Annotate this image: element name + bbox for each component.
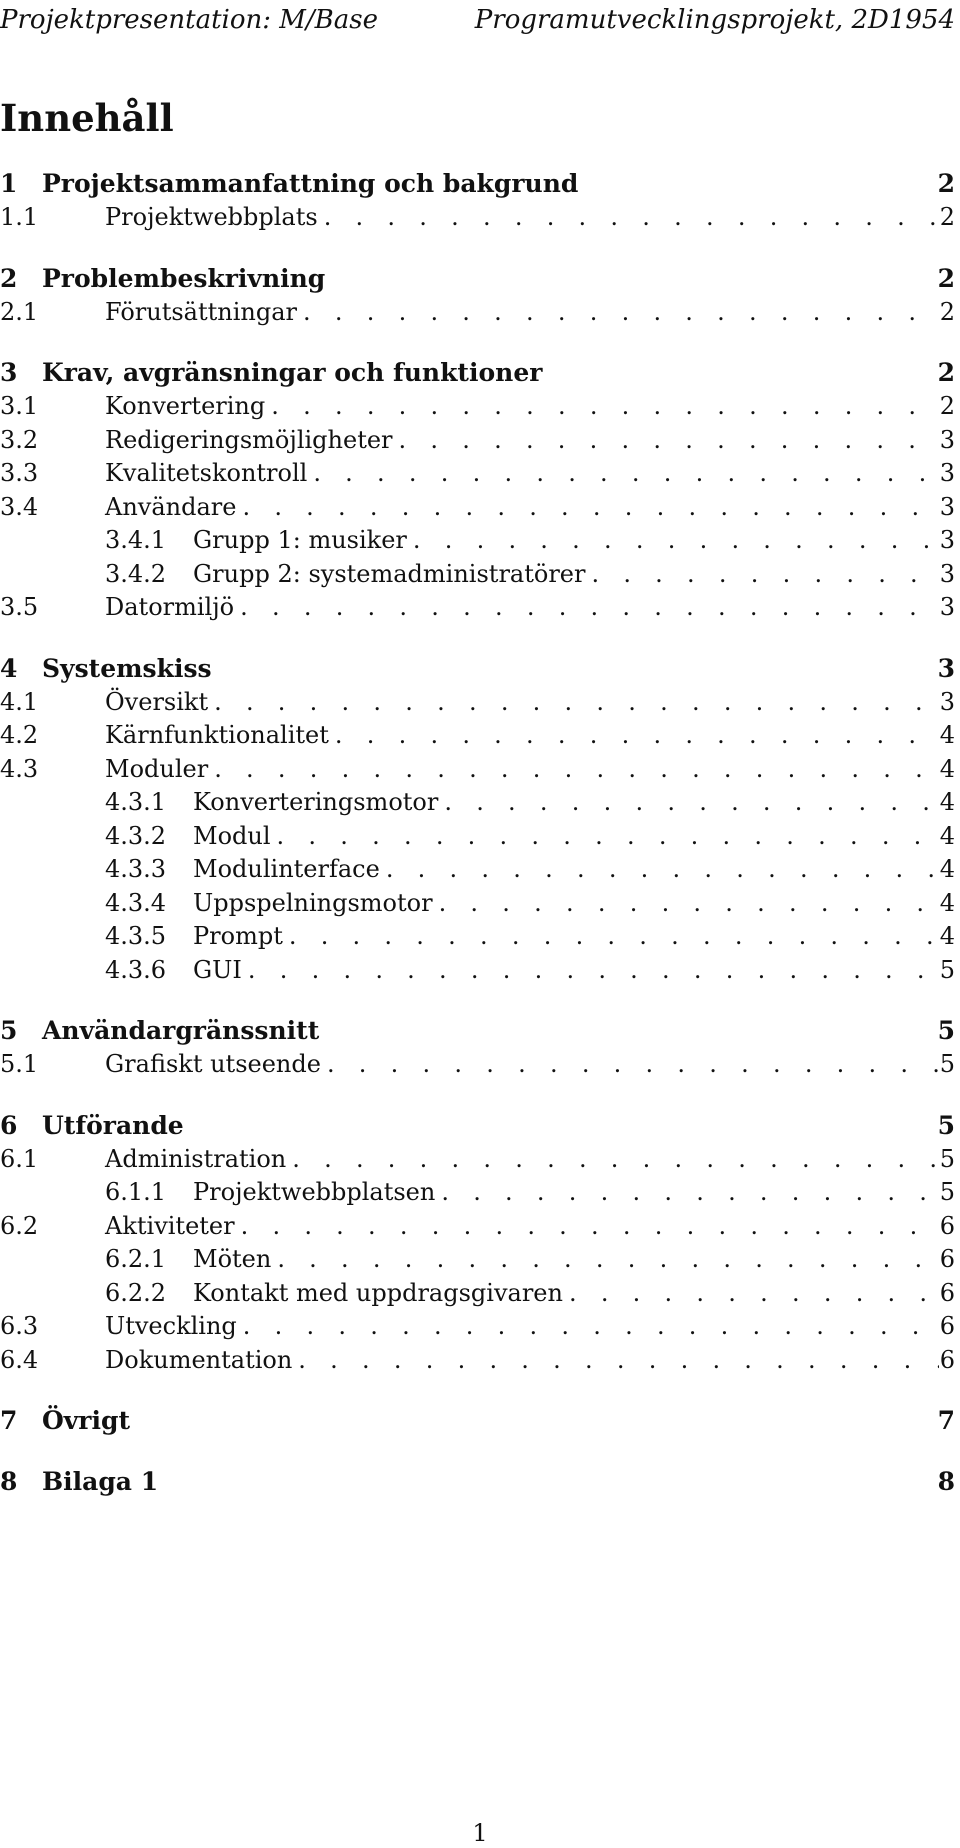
toc-entry-title: Moduler bbox=[105, 754, 209, 783]
dot-leader bbox=[208, 753, 939, 787]
toc-entry-number: 4.1 bbox=[0, 687, 39, 716]
toc-entry-number: 2 bbox=[0, 263, 18, 293]
toc-entry-number: 3.1 bbox=[0, 392, 39, 420]
toc-entry-number: 3.5 bbox=[0, 593, 39, 621]
toc-entry-sub bbox=[0, 591, 955, 625]
toc-entry-title: Kontakt med uppdragsgivaren bbox=[193, 1278, 563, 1307]
toc-entry-section bbox=[0, 356, 955, 390]
toc-entry-number: 4 bbox=[0, 653, 18, 683]
dot-leader bbox=[585, 558, 939, 592]
toc-entry-title: Användargränssnitt bbox=[42, 1016, 320, 1045]
toc-entry-title: Problembeskrivning bbox=[42, 263, 326, 293]
toc-entry-title: Möten bbox=[193, 1245, 272, 1273]
toc-entry-page: 2 bbox=[939, 297, 955, 326]
header-left-text: Projektpresentation: M/Base bbox=[0, 5, 379, 35]
toc-entry-page: 3 bbox=[937, 653, 955, 683]
toc-entry-sub bbox=[0, 1048, 955, 1082]
toc-entry-title: Administration bbox=[105, 1144, 287, 1173]
toc-entry-title: Krav, avgränsningar och funktioner bbox=[42, 358, 543, 387]
toc-entry-page: 3 bbox=[939, 526, 955, 554]
toc-entry-title: Grupp 2: systemadministratörer bbox=[193, 559, 586, 588]
toc-entry-page: 2 bbox=[937, 169, 955, 198]
toc-entry-sub bbox=[0, 753, 955, 787]
toc-entry-subsub bbox=[0, 786, 955, 820]
toc-entry-number: 6.1 bbox=[0, 1144, 39, 1173]
toc-entry-sub bbox=[0, 719, 955, 753]
toc-entry-number: 3.4 bbox=[0, 492, 39, 521]
toc-entry-title: Modulinterface bbox=[193, 855, 380, 883]
toc-entry-title: Grupp 1: musiker bbox=[193, 526, 407, 554]
toc-entry-title: Aktiviteter bbox=[105, 1211, 235, 1240]
toc-entry-title: Övrigt bbox=[42, 1406, 131, 1435]
dot-leader bbox=[297, 296, 939, 330]
dot-leader bbox=[234, 591, 939, 625]
toc-entry-subsub bbox=[0, 887, 955, 921]
dot-leader bbox=[283, 920, 939, 954]
toc-entry-page: 5 bbox=[939, 955, 955, 984]
toc-entry-title: Systemskiss bbox=[42, 653, 212, 683]
toc-entry-page: 3 bbox=[939, 687, 955, 716]
toc-entry-number: 3.4.2 bbox=[105, 559, 167, 588]
toc-entry-title: Kvalitetskontroll bbox=[105, 459, 308, 487]
toc-entry-sub bbox=[0, 1143, 955, 1177]
toc-entry-page: 8 bbox=[937, 1467, 955, 1496]
dot-leader bbox=[321, 1048, 939, 1082]
toc-entry-page: 2 bbox=[937, 358, 955, 387]
toc-entry-section bbox=[0, 1465, 955, 1499]
toc-entry-number: 3 bbox=[0, 358, 18, 387]
toc-entry-number: 4.3.3 bbox=[105, 855, 167, 883]
toc-entry-page: 2 bbox=[939, 392, 955, 420]
toc-entry-number: 3.4.1 bbox=[105, 526, 167, 554]
toc-entry-title: Utförande bbox=[42, 1110, 184, 1140]
toc-entry-sub bbox=[0, 1344, 955, 1378]
dot-leader bbox=[265, 390, 939, 424]
toc-entry-page: 6 bbox=[939, 1245, 955, 1273]
toc-entry-sub bbox=[0, 1310, 955, 1344]
toc-entry-sub bbox=[0, 201, 955, 235]
toc-entry-number: 6.2 bbox=[0, 1211, 39, 1240]
toc-entry-number: 4.3.6 bbox=[105, 955, 167, 984]
section-gap bbox=[0, 1377, 955, 1404]
toc-entry-number: 4.3.1 bbox=[105, 788, 167, 816]
dot-leader bbox=[407, 524, 939, 558]
section-gap bbox=[0, 1082, 955, 1109]
section-gap bbox=[0, 1438, 955, 1465]
toc-entry-number: 1.1 bbox=[0, 203, 39, 231]
dot-leader bbox=[380, 853, 939, 887]
toc-entry-subsub bbox=[0, 558, 955, 592]
toc-entry-section bbox=[0, 1404, 955, 1438]
table-of-contents bbox=[0, 167, 955, 1499]
toc-entry-subsub bbox=[0, 853, 955, 887]
toc-entry-number: 5 bbox=[0, 1016, 18, 1045]
toc-entry-sub bbox=[0, 491, 955, 525]
toc-entry-section bbox=[0, 1109, 955, 1143]
toc-entry-subsub bbox=[0, 1277, 955, 1311]
dot-leader bbox=[318, 201, 939, 235]
dot-leader bbox=[438, 786, 939, 820]
dot-leader bbox=[271, 820, 939, 854]
toc-entry-number: 3.2 bbox=[0, 425, 39, 454]
toc-entry-number: 7 bbox=[0, 1406, 18, 1435]
toc-entry-page: 5 bbox=[937, 1110, 955, 1140]
toc-entry-page: 5 bbox=[937, 1016, 955, 1045]
toc-entry-title: Kärnfunktionalitet bbox=[105, 721, 329, 749]
toc-entry-number: 6.1.1 bbox=[105, 1178, 167, 1206]
toc-entry-page: 4 bbox=[939, 855, 955, 883]
dot-leader bbox=[271, 1243, 939, 1277]
toc-entry-number: 8 bbox=[0, 1467, 18, 1496]
toc-entry-title: Dokumentation bbox=[105, 1345, 293, 1374]
toc-entry-section bbox=[0, 652, 955, 686]
toc-entry-section bbox=[0, 262, 955, 296]
toc-entry-title: Modul bbox=[193, 821, 271, 850]
toc-entry-number: 4.3.5 bbox=[105, 922, 167, 950]
toc-entry-title: Konvertering bbox=[105, 392, 266, 420]
toc-entry-page: 3 bbox=[939, 459, 955, 487]
dot-leader bbox=[286, 1143, 939, 1177]
toc-entry-number: 6 bbox=[0, 1110, 18, 1140]
toc-entry-page: 3 bbox=[939, 559, 955, 588]
toc-entry-number: 2.1 bbox=[0, 297, 39, 326]
toc-entry-subsub bbox=[0, 920, 955, 954]
toc-entry-number: 4.3.2 bbox=[105, 821, 167, 850]
toc-entry-title: GUI bbox=[193, 955, 242, 984]
section-gap bbox=[0, 987, 955, 1014]
toc-entry-subsub bbox=[0, 1176, 955, 1210]
toc-entry-sub bbox=[0, 424, 955, 458]
toc-entry-number: 6.3 bbox=[0, 1312, 39, 1340]
toc-entry-title: Utveckling bbox=[105, 1312, 237, 1340]
toc-entry-subsub bbox=[0, 820, 955, 854]
toc-entry-page: 4 bbox=[939, 888, 955, 917]
dot-leader bbox=[237, 1310, 939, 1344]
dot-leader bbox=[563, 1277, 939, 1311]
toc-entry-page: 7 bbox=[937, 1406, 955, 1435]
toc-entry-title: Datormiljö bbox=[105, 593, 235, 621]
dot-leader bbox=[236, 491, 939, 525]
toc-entry-sub bbox=[0, 390, 955, 424]
toc-entry-title: Projektsammanfattning och bakgrund bbox=[42, 169, 579, 198]
dot-leader bbox=[235, 1210, 939, 1244]
toc-entry-title: Uppspelningsmotor bbox=[193, 888, 433, 917]
section-gap bbox=[0, 625, 955, 652]
dot-leader bbox=[329, 719, 939, 753]
dot-leader bbox=[433, 887, 939, 921]
toc-entry-section bbox=[0, 1014, 955, 1048]
toc-entry-title: Prompt bbox=[193, 922, 283, 950]
toc-entry-number: 6.2.2 bbox=[105, 1278, 167, 1307]
toc-entry-sub bbox=[0, 296, 955, 330]
toc-entry-title: Konverteringsmotor bbox=[193, 788, 439, 816]
toc-entry-page: 4 bbox=[939, 721, 955, 749]
toc-entry-title: Översikt bbox=[105, 687, 209, 716]
toc-entry-title: Bilaga 1 bbox=[42, 1467, 159, 1496]
toc-entry-title: Användare bbox=[105, 492, 237, 521]
toc-entry-number: 4.2 bbox=[0, 721, 39, 749]
toc-entry-page: 5 bbox=[939, 1050, 955, 1078]
toc-entry-sub bbox=[0, 1210, 955, 1244]
toc-entry-page: 4 bbox=[939, 754, 955, 783]
toc-entry-page: 6 bbox=[939, 1345, 955, 1374]
toc-heading: Innehåll bbox=[0, 96, 174, 140]
toc-entry-page: 4 bbox=[939, 821, 955, 850]
dot-leader bbox=[292, 1344, 939, 1378]
dot-leader bbox=[208, 686, 939, 720]
toc-entry-title: Grafiskt utseende bbox=[105, 1050, 321, 1078]
toc-entry-page: 2 bbox=[937, 263, 955, 293]
toc-entry-title: Projektwebbplatsen bbox=[193, 1178, 436, 1206]
toc-entry-number: 6.4 bbox=[0, 1345, 39, 1374]
toc-entry-sub bbox=[0, 686, 955, 720]
toc-entry-page: 3 bbox=[939, 425, 955, 454]
toc-entry-page: 5 bbox=[939, 1178, 955, 1206]
toc-entry-number: 1 bbox=[0, 169, 18, 198]
dot-leader bbox=[307, 457, 939, 491]
dot-leader bbox=[435, 1176, 939, 1210]
running-header bbox=[0, 4, 955, 36]
header-right-text: Programutvecklingsprojekt, 2D1954 bbox=[474, 5, 955, 35]
toc-entry-number: 4.3.4 bbox=[105, 888, 167, 917]
toc-entry-subsub bbox=[0, 954, 955, 988]
toc-entry-page: 4 bbox=[939, 788, 955, 816]
page-number: 1 bbox=[472, 1819, 488, 1847]
section-gap bbox=[0, 329, 955, 356]
toc-entry-number: 3.3 bbox=[0, 459, 39, 487]
toc-entry-page: 6 bbox=[939, 1278, 955, 1307]
toc-entry-page: 3 bbox=[939, 492, 955, 521]
toc-entry-number: 6.2.1 bbox=[105, 1245, 167, 1273]
toc-entry-sub bbox=[0, 457, 955, 491]
toc-entry-title: Redigeringsmöjligheter bbox=[105, 425, 393, 454]
section-gap bbox=[0, 235, 955, 262]
dot-leader bbox=[242, 954, 939, 988]
toc-entry-page: 4 bbox=[939, 922, 955, 950]
dot-leader bbox=[393, 424, 939, 458]
toc-entry-page: 5 bbox=[939, 1144, 955, 1173]
toc-entry-number: 4.3 bbox=[0, 754, 39, 783]
toc-entry-title: Projektwebbplats bbox=[105, 203, 318, 231]
toc-entry-page: 2 bbox=[939, 203, 955, 231]
toc-entry-page: 6 bbox=[939, 1312, 955, 1340]
toc-entry-section bbox=[0, 167, 955, 201]
toc-entry-page: 6 bbox=[939, 1211, 955, 1240]
toc-entry-subsub bbox=[0, 524, 955, 558]
toc-entry-page: 3 bbox=[939, 593, 955, 621]
toc-entry-title: Förutsättningar bbox=[105, 297, 298, 326]
toc-entry-subsub bbox=[0, 1243, 955, 1277]
toc-entry-number: 5.1 bbox=[0, 1050, 39, 1078]
